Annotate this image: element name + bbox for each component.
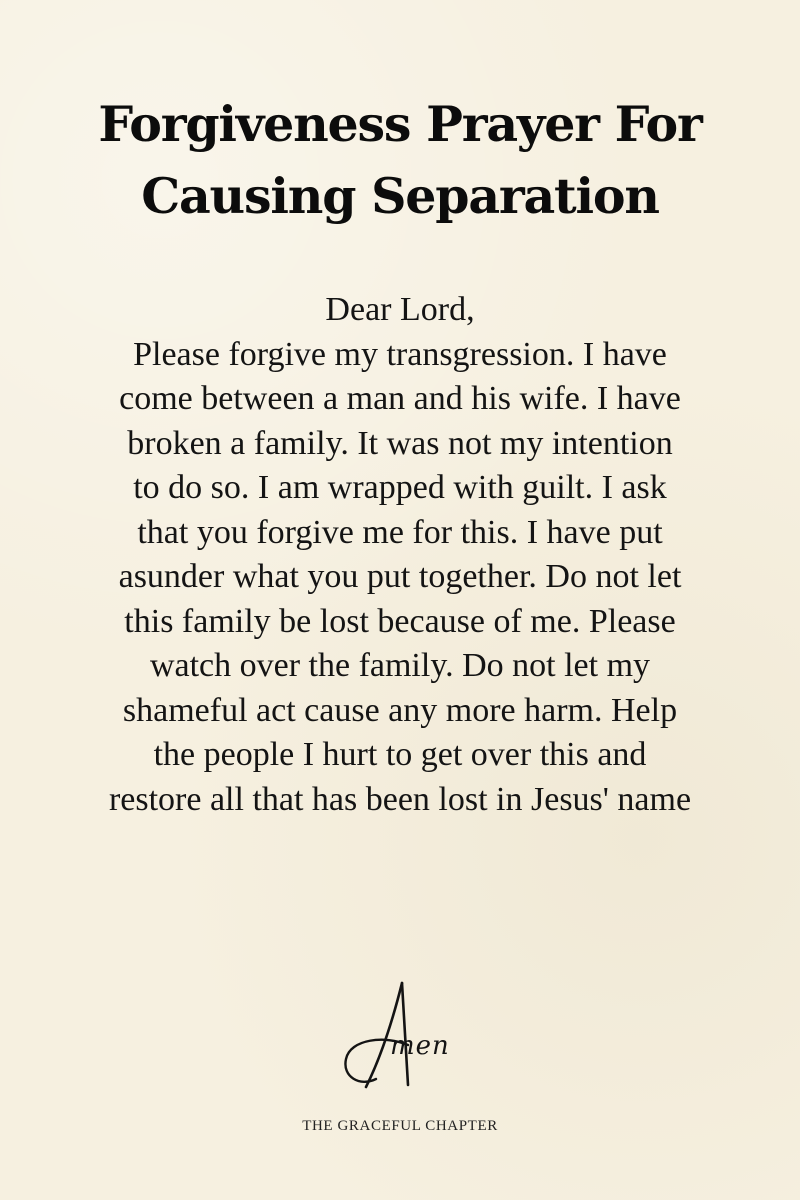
prayer-line: shameful act cause any more harm. Help [122,691,678,729]
prayer-line: that you forgive me for this. I have put [137,513,663,551]
amen-signature [330,975,500,1100]
prayer-line: watch over the family. Do not let my [149,647,651,684]
prayer-line: to do so. I am wrapped with guilt. I ask [133,469,667,506]
title-line-2: Causing Separation [141,167,659,225]
prayer-line: come between a man and his wife. I have [119,380,681,417]
prayer-text [20,288,780,822]
prayer-line: Please forgive my transgression. I have [133,335,667,373]
brand-footer: THE GRACEFUL CHAPTER [302,1118,498,1134]
prayer-line: the people I hurt to get over this and [153,736,647,773]
title-line-1: Forgiveness Prayer For [98,95,702,153]
page-title [0,88,800,232]
amen-word: men [390,1031,450,1061]
prayer-line: restore all that has been lost in Jesus' name [108,780,692,818]
prayer-line: this family be lost because of me. Please [124,602,676,640]
prayer-line: asunder what you put together. Do not let [118,558,682,595]
prayer-line: broken a family. It was not my intention [127,424,673,462]
prayer-line: Dear Lord, [325,291,475,328]
